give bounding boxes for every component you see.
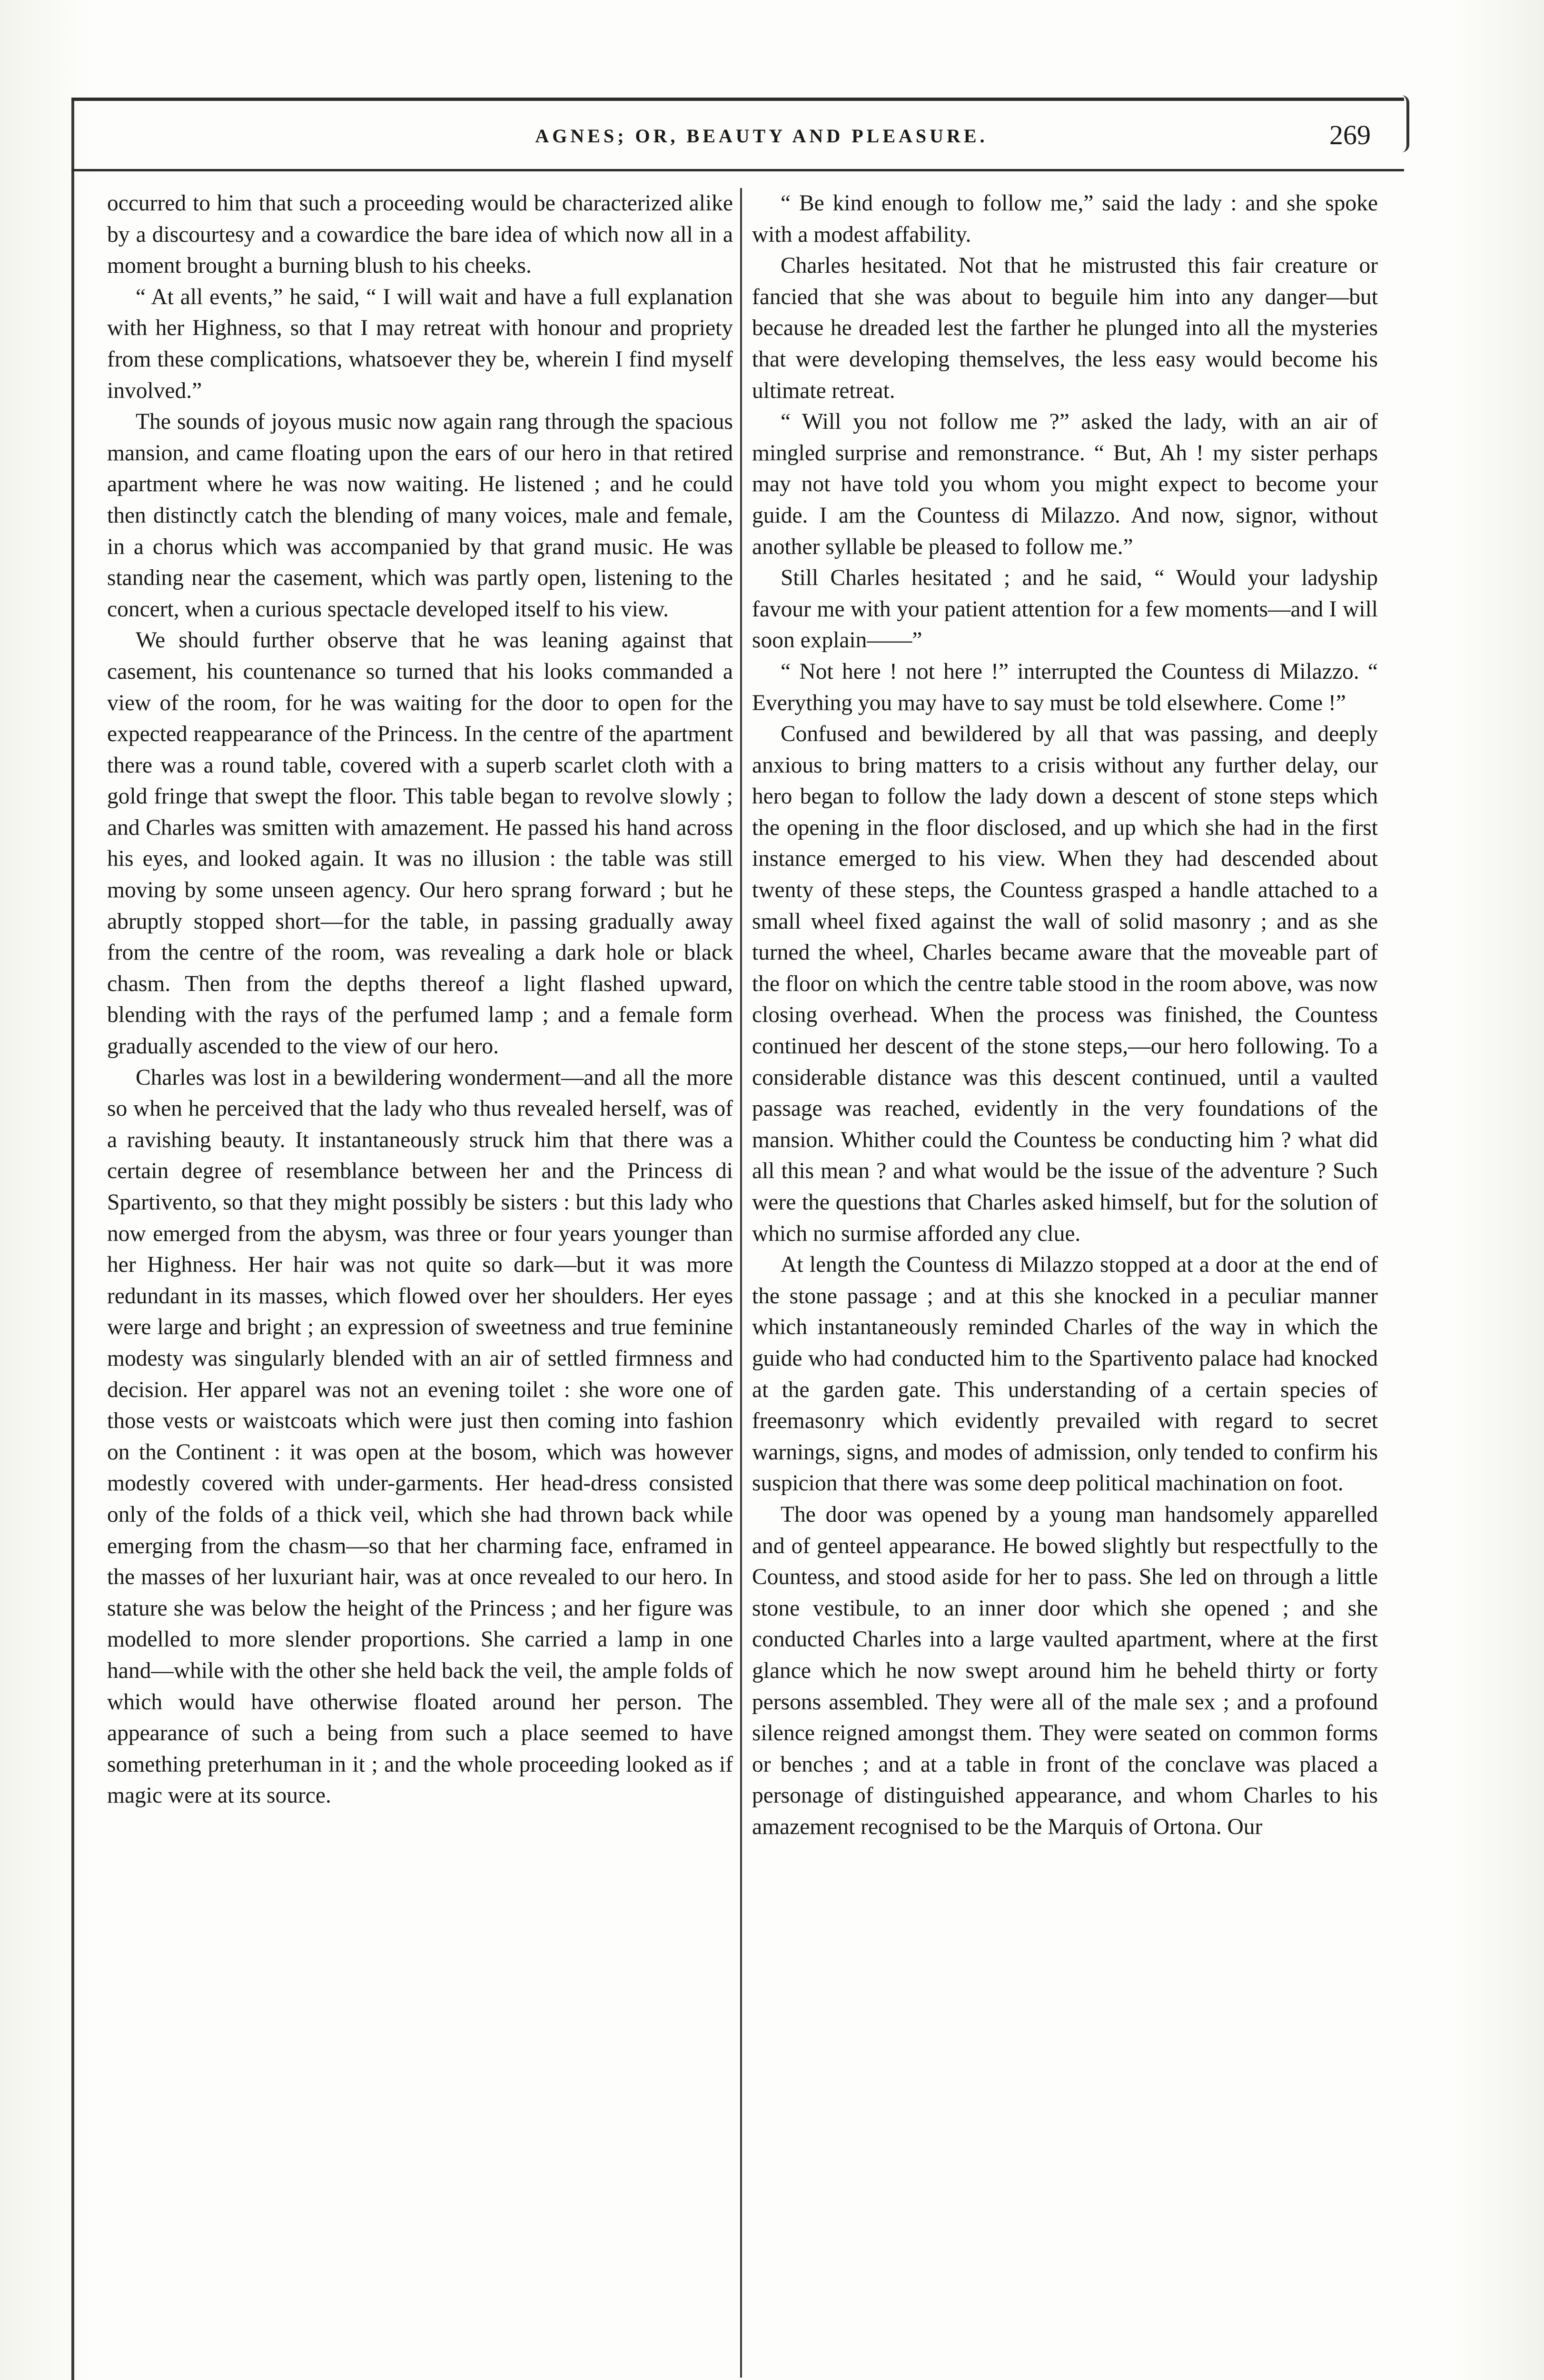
paragraph: Charles was lost in a bewildering wonderment—and all the more so when he perceived that the lady who thus revealed herself, was of a ravishing beauty. It instantaneously struck him that there was a certain degree of resemblance between her and the Princess di Spartivento, so that they might possibly be sisters : but this lady who now emerged from the abysm, was three or four years younger than her Highness. Her hair was not quite so dark—but it was more redundant in its masses, which flowed over her shoulders. Her eyes were large and bright ; an expression of sweetness and true feminine modesty was singularly blended with an air of settled firmness and decision. Her apparel was not an evening toilet : she wore one of those vests or waistcoats which were just then coming into fashion on the Continent : it was open at the bosom, which was however modestly covered with under-garments. Her head-dress consisted only of the folds of a thick veil, which she had thrown back while emerging from the chasm—so that her charming face, enframed in the masses of her luxuriant hair, was at once revealed to our hero. In stature she was below the height of the Princess ; and her figure was modelled to more slender proportions. She carried a lamp in one hand—while with the other she held back the veil, the ample folds of which would have otherwise floated around her person. The appearance of such a being from such a place seemed to have something preterhuman in it ; and the whole proceeding looked as if magic were at its source. [107,1065,733,1808]
header-rule [71,169,1404,171]
top-rule [71,98,1404,101]
right-column [752,188,1378,1843]
running-title: AGNES; OR, BEAUTY AND PLEASURE. [535,125,988,147]
column-divider [740,188,742,2378]
paragraph: “ Be kind enough to follow me,” said the lady : and she spoke with a modest affability. [752,191,1378,247]
paragraph: The door was opened by a young man handsomely apparelled and of genteel appearance. He bowed slightly but respectfully to the Countess, and stood aside for her to pass. She led on through a little stone vestibule, to an inner door which she opened ; and she conducted Charles into a large vaulted apartment, where at the first glance which he now swept around him he beheld thirty or forty persons assembled. They were all of the male sex ; and a profound silence reigned amongst them. They were seated on common forms or benches ; and at a table in front of the conclave was placed a personage of distinguished appearance, and whom Charles to his amazement recognised to be the Marquis of Ortona. Our [752,1502,1378,1839]
page-border-left [71,98,74,2380]
paragraph: The sounds of joyous music now again rang through the spacious mansion, and came floating upon the ears of our hero in that retired apartment where he was now waiting. He listened ; and he could then distinctly catch the blending of many voices, male and female, in a chorus which was accompanied by that grand music. He was standing near the casement, which was partly open, listening to the concert, when a curious spectacle developed itself to his view. [107,409,733,622]
paragraph: “ At all events,” he said, “ I will wait and have a full explanation with her Highness, so that I may retreat with honour and propriety from these complications, whatsoever they be, wherein I find myself involved.” [107,284,733,403]
paragraph: Still Charles hesitated ; and he said, “ Would your ladyship favour me with your patient attention for a few moments—and I will soon explain——” [752,565,1378,653]
paragraph: “ Will you not follow me ?” asked the lady, with an air of mingled surprise and remonstrance. “ But, Ah ! my sister perhaps may not have told you whom you might expect to become your guide. I am the Countess di Milazzo. And now, signor, without another syllable be pleased to follow me.” [752,409,1378,559]
paragraph: Confused and bewildered by all that was passing, and deeply anxious to bring matters to a crisis without any further delay, our hero began to follow the lady down a descent of stone steps which the opening in the floor disclosed, and up which she had in the first instance emerged to his view. When they had descended about twenty of these steps, the Countess grasped a handle attached to a small wheel fixed against the wall of solid masonry ; and as she turned the wheel, Charles became aware that the moveable part of the floor on which the centre table stood in the room above, was now closing overhead. When the process was finished, the Countess continued her descent of the stone steps,—our hero following. To a considerable distance was this descent continued, until a vaulted passage was reached, evidently in the very foundations of the mansion. Whither could the Countess be conducting him ? what did all this mean ? and what would be the issue of the adventure ? Such were the questions that Charles asked himself, but for the solution of which no surmise afforded any clue. [752,722,1378,1246]
left-column [107,188,733,1812]
paragraph: We should further observe that he was leaning against that casement, his countenance so turned that his looks commanded a view of the room, for he was waiting for the door to open for the expected reappearance of the Princess. In the centre of the apartment there was a round table, covered with a superb scarlet cloth with a gold fringe that swept the floor. This table began to revolve slowly ; and Charles was smitten with amazement. He passed his hand across his eyes, and looked again. It was no illusion : the table was still moving by some unseen agency. Our hero sprang forward ; but he abruptly stopped short—for the table, in passing gradually away from the centre of the room, was revealing a dark hole or black chasm. Then from the depths thereof a light flashed upward, blending with the rays of the perfumed lamp ; and a female form gradually ascended to the view of our hero. [107,628,733,1059]
page-number: 269 [1329,119,1371,150]
paragraph: Charles hesitated. Not that he mistrusted this fair creature or fancied that she was about to beguile him into any danger—but because he dreaded lest the farther he plunged into all the mysteries that were developing themselves, the less easy would become his ultimate retreat. [752,253,1378,403]
paragraph: occurred to him that such a proceeding would be characterized alike by a discourtesy and a cowardice the bare idea of which now all in a moment brought a burning blush to his cheeks. [107,191,733,278]
paragraph: “ Not here ! not here !” interrupted the Countess di Milazzo. “ Everything you may have to say must be told elsewhere. Come !” [752,659,1378,715]
paragraph: At length the Countess di Milazzo stopped at a door at the end of the stone passage ; and at this she knocked in a peculiar manner which instantaneously reminded Charles of the way in which the guide who had conducted him to the Spartivento palace had knocked at the garden gate. This understanding of a certain species of freemasonry which evidently prevailed with regard to secret warnings, signs, and modes of admission, only tended to confirm his suspicion that there was some deep political machination on foot. [752,1252,1378,1496]
corner-bracket [1402,95,1409,152]
